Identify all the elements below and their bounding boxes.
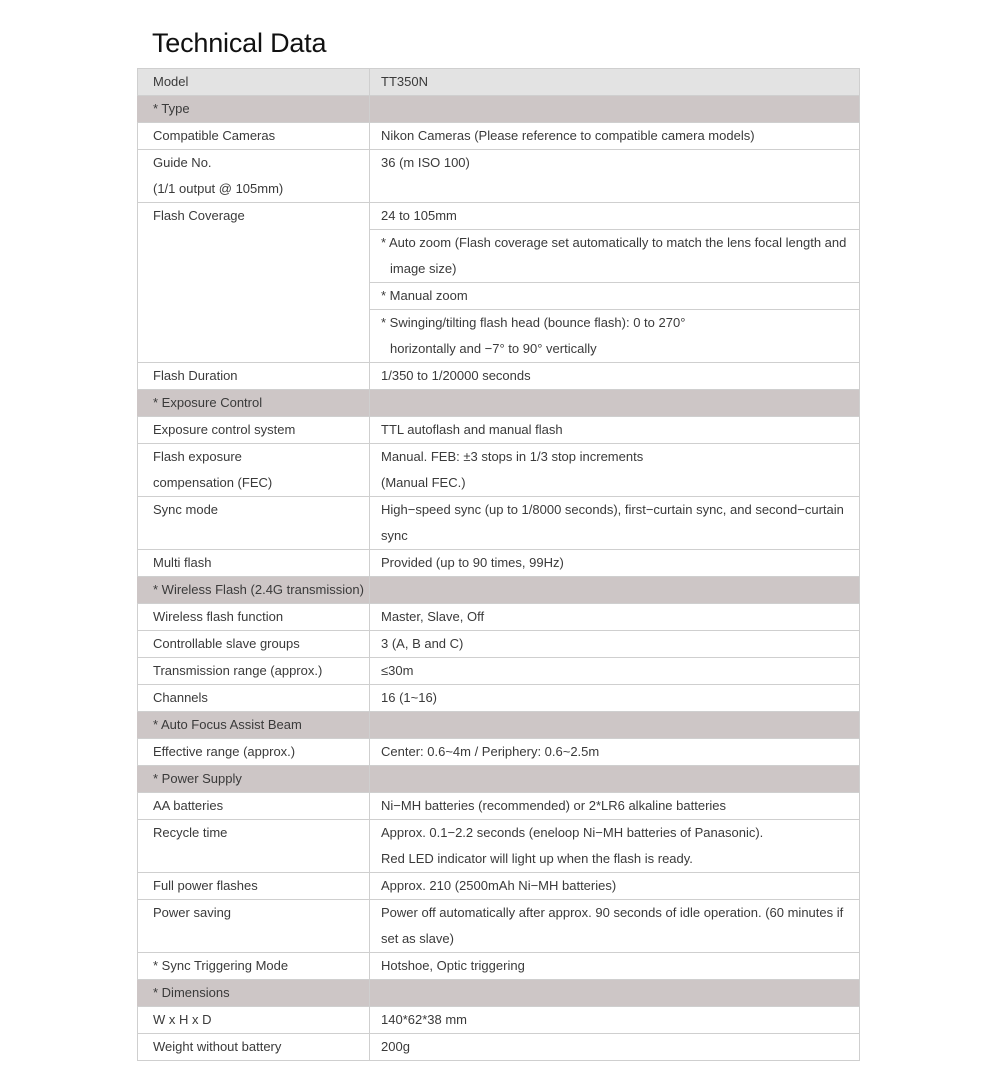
section-title-text: * Auto Focus Assist Beam bbox=[153, 717, 302, 732]
spec-value-text: (Manual FEC.) bbox=[381, 475, 466, 490]
spec-key bbox=[138, 658, 370, 685]
empty bbox=[381, 577, 851, 603]
spec-key bbox=[138, 417, 370, 444]
spec-key-text: Sync mode bbox=[153, 502, 219, 517]
spec-value-text: 16 (1~16) bbox=[381, 690, 438, 705]
spec-key bbox=[138, 550, 370, 577]
spec-value-text: Approx. 0.1−2.2 seconds (eneloop Ni−MH batteries of Panasonic). bbox=[381, 825, 764, 840]
spec-value-text: Ni−MH batteries (recommended) or 2*LR6 alkaline batteries bbox=[381, 798, 727, 813]
spec-value bbox=[370, 230, 860, 283]
spec-value-text: Hotshoe, Optic triggering bbox=[381, 958, 525, 973]
technical-data-table bbox=[137, 68, 860, 1061]
spec-key-text: Transmission range (approx.) bbox=[153, 663, 323, 678]
spec-key bbox=[138, 953, 370, 980]
table-row bbox=[138, 1034, 860, 1061]
spec-key bbox=[138, 1034, 370, 1061]
spec-value bbox=[370, 550, 860, 577]
header-key-text: Model bbox=[153, 74, 189, 89]
section-title bbox=[138, 766, 370, 793]
spec-key-text: Guide No. bbox=[153, 155, 212, 170]
spec-value-text: 1/350 to 1/20000 seconds bbox=[381, 368, 531, 383]
spec-key-text: Power saving bbox=[153, 905, 232, 920]
spec-key-text: compensation (FEC) bbox=[153, 475, 273, 490]
spec-key-text: Compatible Cameras bbox=[153, 128, 276, 143]
table-row bbox=[138, 444, 860, 497]
table-row bbox=[138, 631, 860, 658]
spec-key bbox=[138, 739, 370, 766]
header-value-text: TT350N bbox=[381, 74, 428, 89]
spec-value-text: 3 (A, B and C) bbox=[381, 636, 464, 651]
section-empty-cell bbox=[370, 712, 860, 739]
empty bbox=[381, 712, 851, 738]
table-row bbox=[138, 739, 860, 766]
table-row bbox=[138, 417, 860, 444]
section-header-row bbox=[138, 766, 860, 793]
section-header-row bbox=[138, 980, 860, 1007]
spec-key-text: Controllable slave groups bbox=[153, 636, 300, 651]
table-header-row bbox=[138, 69, 860, 96]
section-header-row bbox=[138, 712, 860, 739]
section-empty-cell bbox=[370, 980, 860, 1007]
spec-key bbox=[138, 793, 370, 820]
spec-value-text: set as slave) bbox=[381, 931, 454, 946]
spec-key bbox=[138, 873, 370, 900]
spec-value-text: Provided (up to 90 times, 99Hz) bbox=[381, 555, 564, 570]
table-row bbox=[138, 363, 860, 390]
spec-value-text: 24 to 105mm bbox=[381, 208, 457, 223]
spec-value bbox=[370, 685, 860, 712]
spec-key-text: Recycle time bbox=[153, 825, 228, 840]
section-empty-cell bbox=[370, 390, 860, 417]
spec-value bbox=[370, 631, 860, 658]
spec-value bbox=[370, 739, 860, 766]
page-title: Technical Data bbox=[152, 28, 327, 58]
empty bbox=[381, 390, 851, 416]
spec-value bbox=[370, 658, 860, 685]
spec-key-text: Flash Coverage bbox=[153, 208, 245, 223]
spec-key bbox=[138, 1007, 370, 1034]
spec-key bbox=[138, 203, 370, 363]
spec-value-text: High−speed sync (up to 1/8000 seconds), first−curtain sync, and second−curtain bbox=[381, 502, 844, 517]
section-empty-cell bbox=[370, 766, 860, 793]
spec-value-text: sync bbox=[381, 528, 408, 543]
section-header-row bbox=[138, 96, 860, 123]
table-row bbox=[138, 820, 860, 873]
spec-value-text: 36 (m ISO 100) bbox=[381, 155, 470, 170]
section-title-text: * Wireless Flash (2.4G transmission) bbox=[153, 582, 364, 597]
section-empty-cell bbox=[370, 96, 860, 123]
spec-key-text: Wireless flash function bbox=[153, 609, 284, 624]
section-title bbox=[138, 980, 370, 1007]
table-row bbox=[138, 953, 860, 980]
table-row bbox=[138, 123, 860, 150]
spec-value bbox=[370, 123, 860, 150]
spec-key-text: AA batteries bbox=[153, 798, 224, 813]
spec-key-text: W x H x D bbox=[153, 1012, 212, 1027]
spec-value-text: Power off automatically after approx. 90 seconds of idle operation. (60 minutes if bbox=[381, 905, 844, 920]
spec-value bbox=[370, 873, 860, 900]
spec-key-text: Exposure control system bbox=[153, 422, 296, 437]
spec-key-text: Channels bbox=[153, 690, 208, 705]
section-title-text: * Exposure Control bbox=[153, 395, 263, 410]
section-title bbox=[138, 390, 370, 417]
spec-value-text: Master, Slave, Off bbox=[381, 609, 485, 624]
spec-key bbox=[138, 123, 370, 150]
spec-value bbox=[370, 283, 860, 310]
spec-value-text: TTL autoflash and manual flash bbox=[381, 422, 563, 437]
spec-key-text: Full power flashes bbox=[153, 878, 258, 893]
spec-value-text: horizontally and −7° to 90° vertically bbox=[390, 341, 597, 356]
spec-key-text: Flash Duration bbox=[153, 368, 238, 383]
table-row bbox=[138, 658, 860, 685]
spec-value bbox=[370, 953, 860, 980]
section-title bbox=[138, 96, 370, 123]
spec-key bbox=[138, 900, 370, 953]
section-header-row bbox=[138, 390, 860, 417]
spec-value-text: 140*62*38 mm bbox=[381, 1012, 467, 1027]
spec-value bbox=[370, 497, 860, 550]
spec-value-text: image size) bbox=[390, 261, 457, 276]
header-key bbox=[138, 69, 370, 96]
spec-key-text: Flash exposure bbox=[153, 449, 242, 464]
spec-value bbox=[370, 150, 860, 203]
spec-value bbox=[370, 417, 860, 444]
table-row bbox=[138, 1007, 860, 1034]
spec-value bbox=[370, 444, 860, 497]
spec-value-text: * Manual zoom bbox=[381, 288, 468, 303]
spec-value bbox=[370, 820, 860, 873]
table-row bbox=[138, 550, 860, 577]
spec-key bbox=[138, 497, 370, 550]
spec-key bbox=[138, 685, 370, 712]
spec-key-text: * Sync Triggering Mode bbox=[153, 958, 289, 973]
section-title-text: * Type bbox=[153, 101, 190, 116]
spec-value-text bbox=[381, 176, 851, 202]
spec-key-text: (1/1 output @ 105mm) bbox=[153, 181, 284, 196]
section-title bbox=[138, 577, 370, 604]
table-row bbox=[138, 685, 860, 712]
table-row bbox=[138, 793, 860, 820]
spec-value bbox=[370, 604, 860, 631]
spec-value bbox=[370, 793, 860, 820]
table-row bbox=[138, 900, 860, 953]
spec-value bbox=[370, 310, 860, 363]
spec-value-text: 200g bbox=[381, 1039, 410, 1054]
table-row bbox=[138, 150, 860, 203]
spec-key bbox=[138, 444, 370, 497]
table-row bbox=[138, 203, 860, 230]
spec-key bbox=[138, 150, 370, 203]
spec-value-text: * Auto zoom (Flash coverage set automatically to match the lens focal length and bbox=[381, 235, 847, 250]
section-title-text: * Power Supply bbox=[153, 771, 242, 786]
table-row bbox=[138, 604, 860, 631]
header-value bbox=[370, 69, 860, 96]
spec-value-text: Manual. FEB: ±3 stops in 1/3 stop increments bbox=[381, 449, 644, 464]
spec-value-text: Nikon Cameras (Please reference to compatible camera models) bbox=[381, 128, 755, 143]
spec-value bbox=[370, 900, 860, 953]
spec-value bbox=[370, 363, 860, 390]
spec-value-text: * Swinging/tilting flash head (bounce flash): 0 to 270° bbox=[381, 315, 686, 330]
spec-value-text: Red LED indicator will light up when the flash is ready. bbox=[381, 851, 693, 866]
spec-value bbox=[370, 203, 860, 230]
section-empty-cell bbox=[370, 577, 860, 604]
spec-key-text: Effective range (approx.) bbox=[153, 744, 296, 759]
empty bbox=[381, 96, 851, 122]
empty bbox=[381, 980, 851, 1006]
table-row bbox=[138, 497, 860, 550]
spec-key-text: Multi flash bbox=[153, 555, 212, 570]
spec-value-text: ≤30m bbox=[381, 663, 414, 678]
spec-value-text: Approx. 210 (2500mAh Ni−MH batteries) bbox=[381, 878, 617, 893]
section-title-text: * Dimensions bbox=[153, 985, 230, 1000]
spec-key bbox=[138, 363, 370, 390]
spec-key bbox=[138, 631, 370, 658]
spec-key-text: Weight without battery bbox=[153, 1039, 282, 1054]
section-title bbox=[138, 712, 370, 739]
spec-value-text: Center: 0.6~4m / Periphery: 0.6~2.5m bbox=[381, 744, 600, 759]
spec-key bbox=[138, 604, 370, 631]
spec-key bbox=[138, 820, 370, 873]
section-header-row bbox=[138, 577, 860, 604]
spec-value bbox=[370, 1034, 860, 1061]
spec-value bbox=[370, 1007, 860, 1034]
empty bbox=[381, 766, 851, 792]
table-row bbox=[138, 873, 860, 900]
